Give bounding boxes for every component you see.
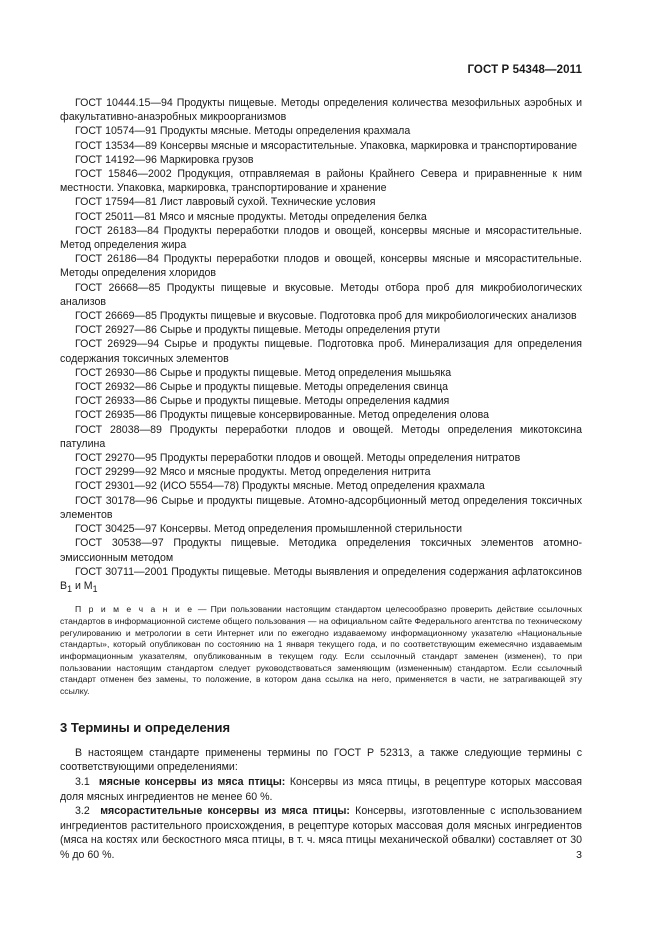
normative-references-list [60,96,582,596]
reference-item: ГОСТ 26935—86 Продукты пищевые консервированные. Метод определения олова [75,409,489,422]
reference-item: ГОСТ 26929—94 Сырье и продукты пищевые. Подготовка проб. Минерализация для определения содержания токсичных элементов [60,338,582,365]
term-definition-text: Консервы из мяса птицы, в рецептуре которых массовая доля мясных ингредиентов не менее 60 %. [60,776,583,803]
note-label: П р и м е ч а н и е [75,604,194,615]
term-definition [60,804,582,862]
term-name: мясорастительные консервы из мяса птицы: [100,805,350,818]
subscript: 1 [67,584,72,595]
reference-item: ГОСТ 30538—97 Продукты пищевые. Методика определения токсичных элементов атомно-эмиссионным методом [60,537,582,564]
reference-item: ГОСТ 26183—84 Продукты переработки плодов и овощей, консервы мясные и мясорастительные. Метод определения жира [60,224,582,252]
reference-item: ГОСТ 13534—89 Консервы мясные и мясорастительные. Упаковка, маркировка и транспортирование [75,139,578,152]
term-number: 3.2 [75,805,90,818]
reference-text: ГОСТ 30711—2001 Продукты пищевые. Методы выявления и определения содержания афлатоксинов В [60,565,582,592]
page-content [60,96,582,863]
reference-item: ГОСТ 26932—86 Сырье и продукты пищевые. Методы определения свинца [75,381,449,394]
reference-item: ГОСТ 15846—2002 Продукция, отправляемая в районы Крайнего Севера и приравненные к ним местности. Упаковка, маркировка, транспортирование и хранение [60,168,582,195]
reference-item: ГОСТ 29301—92 (ИСО 5554—78) Продукты мясные. Метод определения крахмала [75,480,485,493]
reference-item: ГОСТ 29299—92 Мясо и мясные продукты. Метод определения нитрита [75,466,431,479]
reference-text-mid: и М [72,579,93,592]
subscript: 1 [92,584,98,595]
reference-item: ГОСТ 29270—95 Продукты переработки плодов и овощей. Методы определения нитратов [75,452,521,465]
reference-item: ГОСТ 14192—96 Маркировка грузов [75,153,254,166]
reference-item: ГОСТ 17594—81 Лист лавровый сухой. Технические условия [75,196,376,209]
reference-item: ГОСТ 26927—86 Сырье и продукты пищевые. Методы определения ртути [75,324,441,337]
term-name: мясные консервы из мяса птицы: [98,776,286,789]
reference-item: ГОСТ 26933—86 Сырье и продукты пищевые. Методы определения кадмия [75,395,450,408]
reference-item: ГОСТ 30425—97 Консервы. Метод определения промышленной стерильности [75,523,463,536]
reference-item: ГОСТ 26669—85 Продукты пищевые и вкусовые. Подготовка проб для микробиологических анализов [75,310,577,323]
reference-item: ГОСТ 28038—89 Продукты переработки плодов и овощей. Методы определения микотоксина патулина [60,423,582,450]
section-title: 3 Термины и определения [60,719,231,735]
term-definition [60,775,582,804]
reference-item: ГОСТ 10574—91 Продукты мясные. Методы определения крахмала [75,125,411,138]
reference-item-aflatoxins [60,565,582,597]
reference-item: ГОСТ 25011—81 Мясо и мясные продукты. Методы определения белка [75,210,427,223]
note-paragraph [60,604,582,698]
reference-item: ГОСТ 26930—86 Сырье и продукты пищевые. Метод определения мышьяка [75,366,452,379]
note-text: — При пользовании настоящим стандартом целесообразно проверить действие ссылочных стандартов в информационной системе общего пользования — на официальном сайте Федерального агентства по техническому регулированию и метрологии в сети Интернет или по ежегодно издаваемому информационному указателю «Национальные стандарты», который опубликован по состоянию на 1 января текущего года, и по соответствующим ежемесячно издаваемым информационным указателям, опубликованным в текущем году. Если ссылочный стандарт заменен (изменен), то при пользовании настоящим стандартом следует руководствоваться заменяющим (измененным) стандартом. Если ссылочный стандарт отменен без замены, то положение, в котором дана ссылка на него, применяется в части, не затрагивающей эту ссылку. [60,604,583,697]
term-definition-text: Консервы, изготовленные с использованием ингредиентов растительного происхождения, в рецептуре которых массовая доля мясных ингредиентов (мяса на костях или бескостного мяса птицы, в т. ч. мяса птицы механической обвалки) составляет от 30 % до 60 %. [60,805,582,861]
reference-item: ГОСТ 26186—84 Продукты переработки плодов и овощей, консервы мясные и мясорастительные. Методы определения хлоридов [60,253,582,280]
page-number: 3 [576,849,582,861]
reference-item: ГОСТ 10444.15—94 Продукты пищевые. Методы определения количества мезофильных аэробных и факультативно-анаэробных микроорганизмов [60,97,582,124]
document-id-header: ГОСТ Р 54348—2011 [467,64,582,76]
reference-item: ГОСТ 30178—96 Сырье и продукты пищевые. Атомно-адсорбционный метод определения токсичных элементов [60,494,582,521]
section-intro: В настоящем стандарте применены термины по ГОСТ Р 52313, а также следующие термины с соответствующими определениями: [60,746,582,774]
reference-item: ГОСТ 26668—85 Продукты пищевые и вкусовые. Методы отбора проб для микробиологических анализов [60,281,582,308]
term-number: 3.1 [75,776,90,789]
